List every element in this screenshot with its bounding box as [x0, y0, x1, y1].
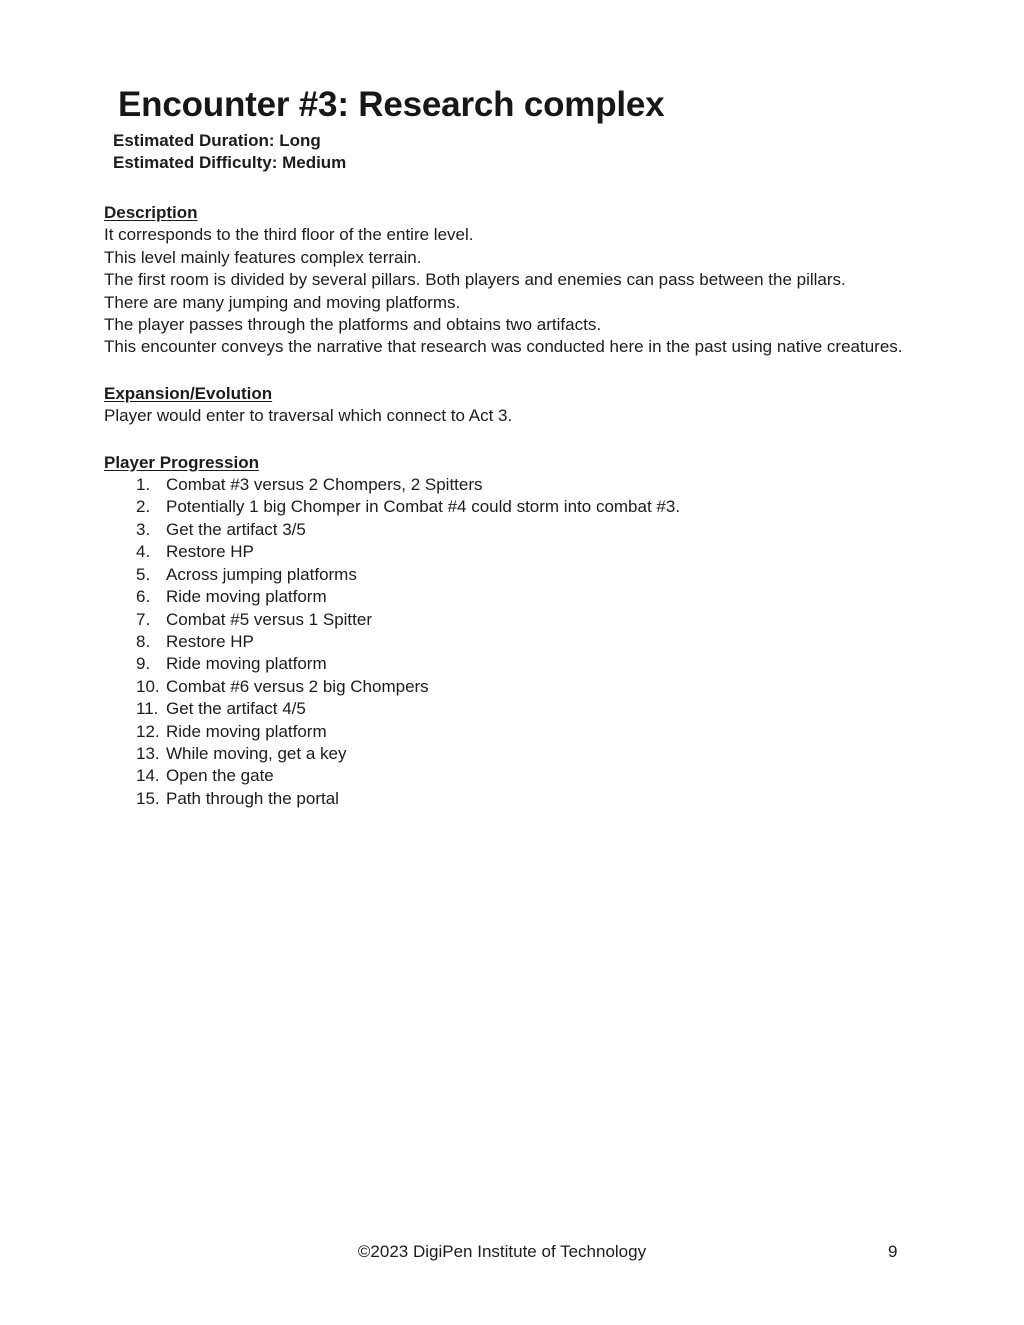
step-number: 8. — [136, 631, 151, 651]
encounter-meta — [113, 130, 984, 174]
progression-step — [136, 765, 984, 787]
section-description — [104, 202, 984, 359]
section-expansion-evolution — [104, 383, 984, 428]
step-text: Across jumping platforms — [166, 564, 357, 584]
step-number: 10. — [136, 676, 160, 696]
page-footer — [0, 1241, 1004, 1263]
section-player-progression — [104, 452, 984, 811]
description-line: The player passes through the platforms and obtains two artifacts. — [104, 315, 602, 335]
progression-step — [136, 609, 984, 631]
step-text: Ride moving platform — [166, 654, 327, 674]
step-text: Combat #5 versus 1 Spitter — [166, 609, 372, 629]
step-number: 6. — [136, 587, 151, 607]
description-heading: Description — [104, 203, 198, 222]
description-line: There are many jumping and moving platforms. — [104, 292, 461, 312]
description-line: This level mainly features complex terrain. — [104, 247, 422, 267]
step-text: Ride moving platform — [166, 721, 327, 741]
page-title: Encounter #3: Research complex — [118, 85, 665, 124]
progression-step — [136, 743, 984, 765]
step-text: Potentially 1 big Chomper in Combat #4 could storm into combat #3. — [166, 497, 681, 517]
progression-step — [136, 698, 984, 720]
estimated-duration: Estimated Duration: Long — [113, 131, 321, 150]
step-text: While moving, get a key — [166, 743, 347, 763]
progression-step — [136, 653, 984, 675]
step-number: 11. — [136, 699, 159, 719]
step-text: Ride moving platform — [166, 587, 327, 607]
step-text: Combat #6 versus 2 big Chompers — [166, 676, 429, 696]
step-number: 5. — [136, 564, 151, 584]
progression-step — [136, 496, 984, 518]
description-line: This encounter conveys the narrative that research was conducted here in the past using native creatures. — [104, 337, 903, 357]
step-number: 9. — [136, 654, 151, 674]
step-number: 7. — [136, 609, 151, 629]
description-line: It corresponds to the third floor of the entire level. — [104, 225, 474, 245]
progression-step — [136, 541, 984, 563]
description-line: The first room is divided by several pillars. Both players and enemies can pass between the pillars. — [104, 270, 846, 290]
step-text: Combat #3 versus 2 Chompers, 2 Spitters — [166, 475, 483, 495]
estimated-difficulty: Estimated Difficulty: Medium — [113, 153, 347, 172]
step-number: 14. — [136, 766, 160, 786]
progression-step — [136, 788, 984, 810]
expansion-evolution-heading: Expansion/Evolution — [104, 383, 273, 403]
step-number: 4. — [136, 542, 151, 562]
progression-step — [136, 586, 984, 608]
step-text: Get the artifact 4/5 — [166, 699, 306, 719]
step-text: Get the artifact 3/5 — [166, 519, 306, 539]
step-text: Open the gate — [166, 766, 274, 786]
step-number: 12. — [136, 721, 160, 741]
step-text: Path through the portal — [166, 788, 339, 808]
progression-step — [136, 721, 984, 743]
footer-copyright: ©2023 DigiPen Institute of Technology — [357, 1242, 647, 1261]
progression-step — [136, 474, 984, 496]
player-progression-heading: Player Progression — [104, 452, 259, 472]
expansion-evolution-line: Player would enter to traversal which connect to Act 3. — [104, 406, 513, 426]
step-text: Restore HP — [166, 542, 254, 562]
player-progression-list — [104, 474, 984, 810]
step-number: 15. — [136, 788, 160, 808]
step-number: 1. — [136, 475, 151, 495]
progression-step — [136, 564, 984, 586]
step-text: Restore HP — [166, 631, 254, 651]
progression-step — [136, 519, 984, 541]
step-number: 3. — [136, 519, 151, 539]
progression-step — [136, 676, 984, 698]
step-number: 13. — [136, 743, 160, 763]
progression-step — [136, 631, 984, 653]
step-number: 2. — [136, 497, 151, 517]
page-number: 9 — [888, 1242, 898, 1261]
